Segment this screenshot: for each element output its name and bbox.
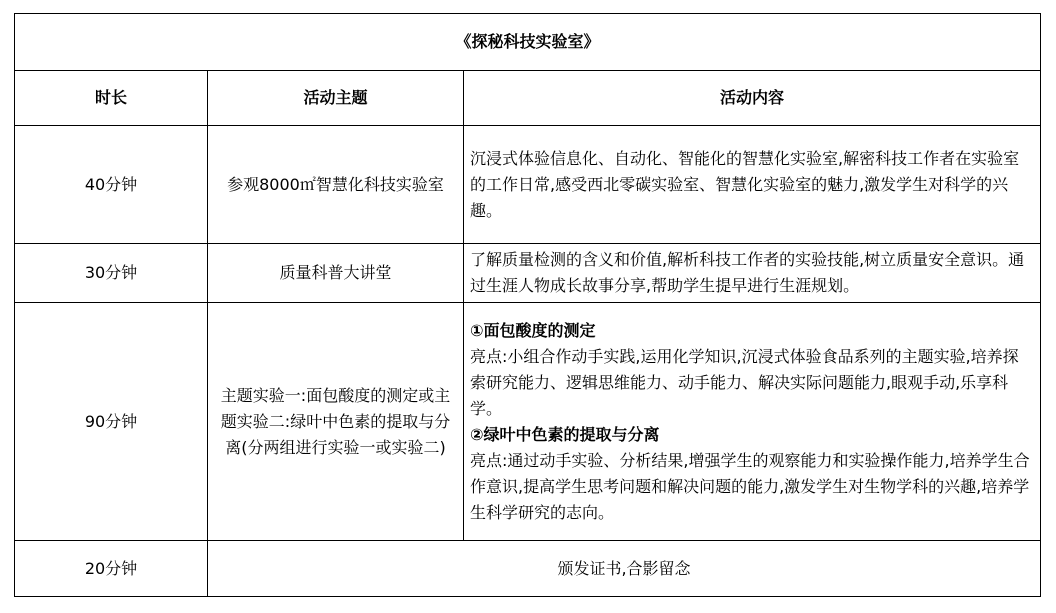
table-row	[15, 126, 1041, 244]
table-row-header	[15, 71, 1041, 126]
table-row	[15, 244, 1041, 303]
cell-content-certificate: 颁发证书,合影留念	[208, 541, 1041, 597]
cell-content-lab-visit: 沉浸式体验信息化、自动化、智能化的智慧化实验室,解密科技工作者在实验室的工作日常,感受西北零碳实验室、智慧化实验室的魅力,激发学生对科学的兴趣。	[464, 126, 1041, 244]
experiment2-heading: ②绿叶中色素的提取与分离	[470, 424, 660, 444]
experiment2-highlights: 亮点:通过动手实验、分析结果,增强学生的观察能力和实验操作能力,培养学生合作意识,提高学生思考问题和解决问题的能力,激发学生对生物学科的兴趣,培养学生科学研究的志向。	[470, 450, 1030, 522]
cell-duration-90min: 90分钟	[15, 303, 208, 541]
cell-content-quality-lecture: 了解质量检测的含义和价值,解析科技工作者的实验技能,树立质量安全意识。通过生涯人物成长故事分享,帮助学生提早进行生涯规划。	[464, 244, 1041, 303]
cell-duration-20min: 20分钟	[15, 541, 208, 597]
experiment1-highlights: 亮点:小组合作动手实践,运用化学知识,沉浸式体验食品系列的主题实验,培养探索研究能力、逻辑思维能力、动手能力、解决实际问题能力,眼观手动,乐享科学。	[470, 346, 1019, 418]
cell-duration-30min: 30分钟	[15, 244, 208, 303]
table-row	[15, 303, 1041, 541]
table-row	[15, 541, 1041, 597]
cell-duration-40min: 40分钟	[15, 126, 208, 244]
column-header-content: 活动内容	[464, 71, 1041, 126]
experiment1-heading: ①面包酸度的测定	[470, 320, 596, 340]
cell-theme-quality-lecture: 质量科普大讲堂	[208, 244, 464, 303]
column-header-theme: 活动主题	[208, 71, 464, 126]
cell-content-experiments	[464, 303, 1041, 541]
cell-theme-experiments: 主题实验一:面包酸度的测定或主题实验二:绿叶中色素的提取与分离(分两组进行实验一或实验二)	[208, 303, 464, 541]
activity-schedule-table	[14, 13, 1041, 597]
table-row-title	[15, 14, 1041, 71]
table-title: 《探秘科技实验室》	[15, 14, 1041, 71]
column-header-duration: 时长	[15, 71, 208, 126]
cell-theme-lab-visit: 参观8000㎡智慧化科技实验室	[208, 126, 464, 244]
